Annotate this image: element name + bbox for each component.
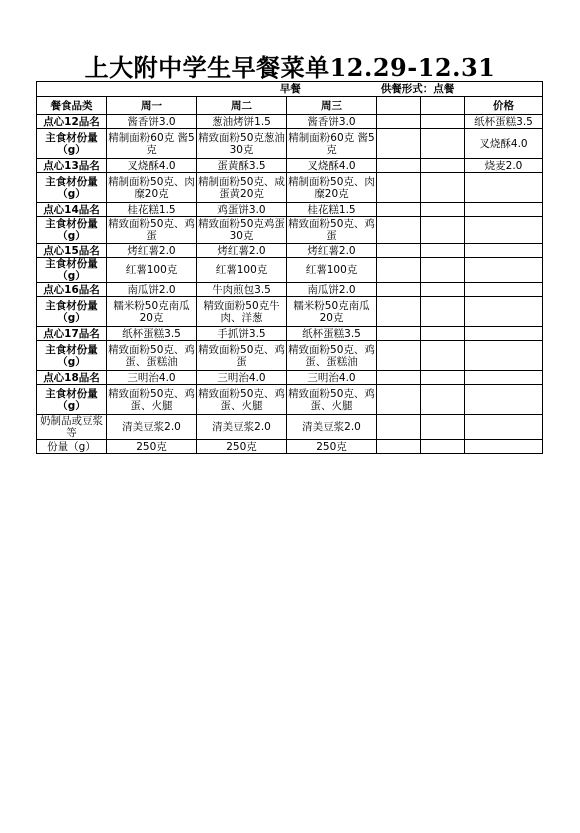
menu-cell: 精致面粉50克、鸡蛋	[197, 341, 287, 371]
row-label: 点心13品名	[37, 159, 107, 173]
menu-cell: 250克	[197, 440, 287, 454]
row-label: 点心18品名	[37, 371, 107, 385]
empty-cell	[421, 203, 465, 217]
menu-cell: 精致面粉50克、鸡蛋、火腿	[197, 385, 287, 415]
empty-cell	[421, 327, 465, 341]
price-cell: 叉烧酥4.0	[465, 129, 543, 159]
menu-cell: 红薯100克	[287, 258, 377, 283]
menu-cell: 精制面粉50克、肉糜20克	[107, 173, 197, 203]
menu-cell: 三明治4.0	[197, 371, 287, 385]
row-label: 点心15品名	[37, 244, 107, 258]
menu-cell: 叉烧酥4.0	[287, 159, 377, 173]
menu-row	[37, 283, 543, 297]
price-cell: 烧麦2.0	[465, 159, 543, 173]
price-cell	[465, 415, 543, 440]
menu-cell: 精致面粉50克、鸡蛋	[108, 218, 195, 242]
empty-cell	[421, 115, 465, 129]
menu-cell: 桂花糕1.5	[107, 203, 197, 217]
menu-cell: 精致面粉50克、鸡蛋、火腿	[107, 385, 197, 415]
row-label: 奶制品或豆浆等	[37, 415, 107, 440]
menu-cell: 纸杯蛋糕3.5	[107, 327, 197, 341]
menu-cell: 精制面粉50克、咸蛋黄20克	[197, 173, 287, 203]
empty-cell	[421, 244, 465, 258]
empty-cell	[377, 129, 421, 159]
menu-cell: 牛肉煎包3.5	[197, 283, 287, 297]
empty-cell	[377, 283, 421, 297]
empty-cell	[377, 415, 421, 440]
row-label: 份量（g）	[37, 440, 107, 454]
price-cell	[465, 217, 543, 244]
empty-cell	[377, 115, 421, 129]
empty-header-cell	[377, 97, 421, 115]
menu-cell: 纸杯蛋糕3.5	[287, 327, 377, 341]
menu-row	[37, 115, 543, 129]
empty-cell	[421, 173, 465, 203]
empty-cell	[421, 159, 465, 173]
menu-row	[37, 173, 543, 203]
row-label: 点心16品名	[37, 283, 107, 297]
menu-cell: 250克	[107, 440, 197, 454]
menu-row	[37, 217, 543, 244]
menu-cell: 精致面粉50克、鸡蛋、蛋糕油	[107, 341, 197, 371]
menu-cell: 烤红薯2.0	[287, 244, 377, 258]
row-label: 主食材份量（g）	[37, 385, 107, 415]
empty-cell	[421, 217, 465, 244]
menu-cell: 精致面粉50克葱油30克	[197, 129, 287, 159]
menu-cell: 红薯100克	[197, 258, 287, 283]
row-label: 点心14品名	[37, 203, 107, 217]
menu-cell: 糯米粉50克南瓜20克	[107, 297, 197, 327]
menu-cell: 糯米粉50克南瓜20克	[287, 297, 377, 327]
empty-cell	[421, 440, 465, 454]
meal-type-label: 早餐	[279, 83, 301, 95]
menu-cell: 蛋黄酥3.5	[197, 159, 287, 173]
menu-row	[37, 129, 543, 159]
menu-cell: 精致面粉50克、鸡蛋、火腿	[287, 385, 377, 415]
price-cell	[465, 385, 543, 415]
menu-cell: 清美豆浆2.0	[107, 415, 197, 440]
price-cell	[465, 258, 543, 283]
menu-cell: 精制面粉60克 酱5克	[287, 129, 377, 159]
empty-cell	[377, 217, 421, 244]
empty-cell	[377, 297, 421, 327]
empty-cell	[377, 327, 421, 341]
empty-header-cell	[421, 97, 465, 115]
empty-cell	[377, 258, 421, 283]
row-label: 点心12品名	[37, 115, 107, 129]
category-header: 餐食品类	[37, 97, 107, 115]
row-label: 点心17品名	[37, 327, 107, 341]
menu-cell: 精制面粉60克 酱5克	[107, 129, 197, 159]
menu-row	[37, 244, 543, 258]
empty-cell	[421, 297, 465, 327]
menu-cell: 酱香饼3.0	[107, 115, 197, 129]
day-header-mon: 周一	[107, 97, 197, 115]
day-header-wed: 周三	[287, 97, 377, 115]
menu-row	[37, 440, 543, 454]
menu-cell: 烤红薯2.0	[197, 244, 287, 258]
empty-cell	[377, 341, 421, 371]
price-cell	[465, 327, 543, 341]
menu-cell: 清美豆浆2.0	[197, 415, 287, 440]
empty-cell	[377, 203, 421, 217]
price-cell	[465, 283, 543, 297]
price-cell	[465, 341, 543, 371]
menu-row	[37, 371, 543, 385]
empty-cell	[377, 385, 421, 415]
menu-cell: 三明治4.0	[287, 371, 377, 385]
empty-cell	[377, 440, 421, 454]
empty-cell	[377, 371, 421, 385]
empty-cell	[421, 385, 465, 415]
menu-cell: 红薯100克	[107, 258, 197, 283]
menu-cell: 手抓饼3.5	[197, 327, 287, 341]
price-cell	[465, 440, 543, 454]
empty-cell	[421, 129, 465, 159]
empty-cell	[421, 371, 465, 385]
price-cell	[465, 203, 543, 217]
menu-cell: 鸡蛋饼3.0	[197, 203, 287, 217]
menu-cell: 精致面粉50克鸡蛋30克	[198, 218, 285, 242]
menu-cell: 南瓜饼2.0	[287, 283, 377, 297]
menu-cell: 南瓜饼2.0	[107, 283, 197, 297]
price-cell	[465, 244, 543, 258]
price-cell	[465, 297, 543, 327]
breakfast-menu-table	[36, 81, 543, 454]
price-cell	[465, 371, 543, 385]
menu-cell: 三明治4.0	[107, 371, 197, 385]
row-label: 主食材份量（g）	[37, 297, 107, 327]
menu-row	[37, 159, 543, 173]
menu-cell: 精致面粉50克、鸡蛋、蛋糕油	[287, 341, 377, 371]
menu-cell: 桂花糕1.5	[287, 203, 377, 217]
menu-row	[37, 258, 543, 283]
menu-cell: 精致面粉50克、鸡蛋	[288, 218, 375, 242]
empty-cell	[377, 244, 421, 258]
menu-row	[37, 341, 543, 371]
meal-header-row	[37, 82, 543, 97]
empty-cell	[377, 173, 421, 203]
menu-cell: 叉烧酥4.0	[107, 159, 197, 173]
row-label: 主食材份量（g）	[37, 258, 107, 283]
menu-cell: 酱香饼3.0	[287, 115, 377, 129]
price-cell: 纸杯蛋糕3.5	[465, 115, 543, 129]
empty-cell	[421, 415, 465, 440]
menu-row	[37, 385, 543, 415]
menu-row	[37, 297, 543, 327]
menu-cell: 250克	[287, 440, 377, 454]
price-cell	[465, 173, 543, 203]
row-label: 主食材份量（g）	[37, 217, 107, 244]
menu-cell: 烤红薯2.0	[107, 244, 197, 258]
menu-cell: 精致面粉50克牛肉、洋葱	[197, 297, 287, 327]
row-label: 主食材份量（g）	[37, 341, 107, 371]
row-label: 主食材份量（g）	[37, 173, 107, 203]
menu-cell: 精制面粉50克、肉糜20克	[287, 173, 377, 203]
column-header-row	[37, 97, 543, 115]
row-label: 主食材份量（g）	[37, 129, 107, 159]
menu-row	[37, 327, 543, 341]
empty-cell	[421, 258, 465, 283]
empty-cell	[377, 159, 421, 173]
day-header-tue: 周二	[197, 97, 287, 115]
menu-cell: 葱油烤饼1.5	[197, 115, 287, 129]
menu-cell: 清美豆浆2.0	[287, 415, 377, 440]
menu-row	[37, 415, 543, 440]
price-header: 价格	[465, 97, 543, 115]
empty-cell	[421, 283, 465, 297]
service-form-label: 供餐形式：点餐	[380, 83, 455, 95]
empty-cell	[421, 341, 465, 371]
menu-row	[37, 203, 543, 217]
page-title: 上大附中学生早餐菜单12.29-12.31	[84, 53, 496, 82]
